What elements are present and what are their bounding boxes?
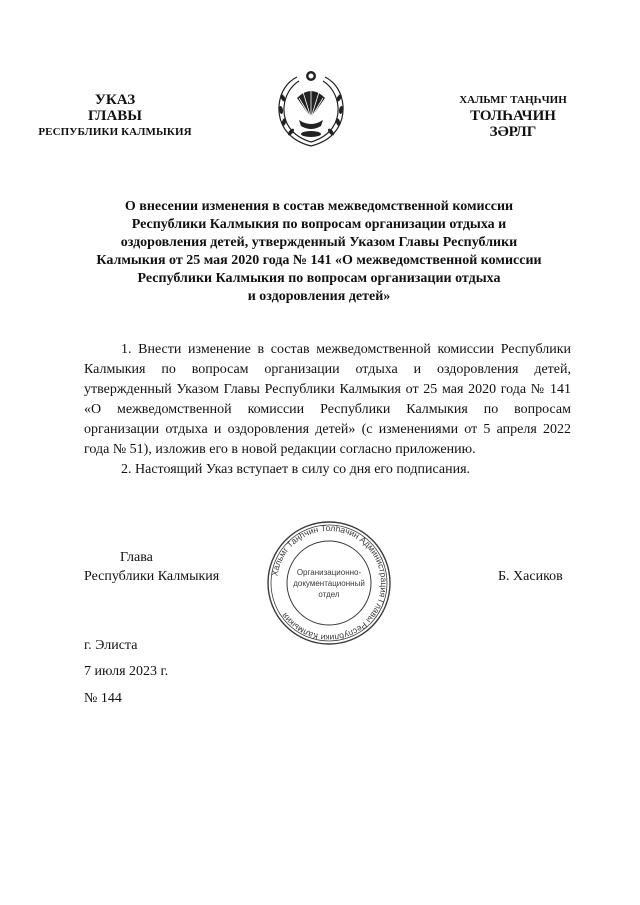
stamp-center-line: отдел [318,590,340,599]
republic-label: РЕСПУБЛИКИ КАЛМЫКИЯ [38,126,192,138]
header-left [30,92,200,140]
issue-date: 7 июля 2023 г. [84,664,169,679]
official-stamp-icon [266,520,392,646]
stamp-center-line: документационный [293,579,365,588]
title-line: оздоровления детей, утвержденный Указом Главы Республики [120,235,518,250]
stamp-center-line: Организационно- [296,568,362,577]
document-title [84,198,554,306]
republic-label-kalmyk: ХАЛЬМГ ТАҢҺЧИН [459,94,567,106]
signatory-position: Глава [120,550,153,565]
title-line: О внесении изменения в состав межведомственной комиссии [124,199,514,214]
title-line: Калмыкия от 25 мая 2020 года № 141 «О межведомственной комиссии [96,253,542,268]
paragraph-2: 2. Настоящий Указ вступает в силу со дня его подписания. [121,462,471,477]
title-line: Республики Калмыкия по вопросам организации отдыха [137,271,501,286]
title-line: Республики Калмыкия по вопросам организации отдыха и [131,217,507,232]
signatory-name: Б. Хасиков [498,569,563,584]
signatory-organization: Республики Калмыкия [84,569,220,584]
decree-number: № 144 [84,691,122,706]
header-right [438,92,588,140]
decree-label: УКАЗ [94,92,136,108]
title-line: и оздоровления детей» [247,289,391,304]
kalmykia-coat-of-arms-icon [275,68,347,148]
head-label: ГЛАВЫ [87,108,143,124]
paragraph-1: 1. Внести изменение в состав межведомственной комиссии Республики Калмыкия по вопросам организации отдыха и оздоровления детей, утвержденный Указом Главы Республики Калмыкия от 25 мая 2020 года № 141 «О межведомственной комиссии Республики Калмыкия по вопросам организации отдыха и оздоровления детей» (с изменениями от 5 апреля 2022 года № 51), изложив его в новой редакции согласно приложению. [84,342,571,457]
decree-label-kalmyk: ЗӘРЛГ [489,124,537,140]
head-label-kalmyk: ТОЛҺАЧИН [470,108,556,124]
stamp-outer-text: Хальмг Таңһчин Толһачин Администрация Главы Республики Калмыкия [269,522,390,644]
document-body [84,340,571,480]
signatory-title [84,548,264,586]
issue-city: г. Элиста [84,638,138,653]
